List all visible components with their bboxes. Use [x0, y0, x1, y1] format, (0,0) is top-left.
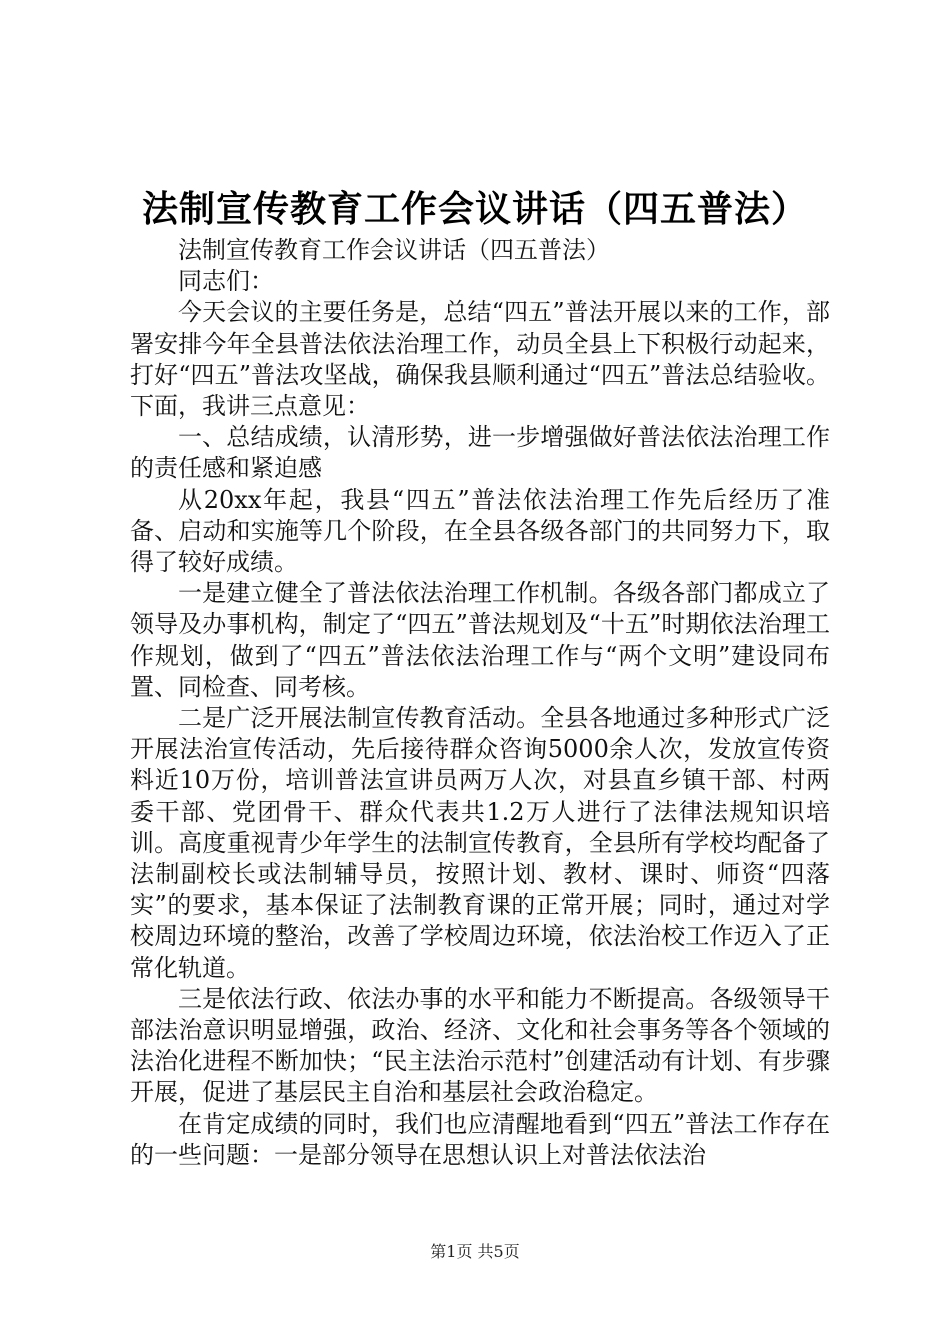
section-heading-1: 一、总结成绩，认清形势，进一步增强做好普法依法治理工作的责任感和紧迫感	[130, 423, 830, 483]
subtitle-paragraph: 法制宣传教育工作会议讲话（四五普法）	[178, 236, 610, 264]
salutation-paragraph: 同志们：	[178, 267, 274, 296]
body-paragraph: 三是依法行政、依法办事的水平和能力不断提高。各级领导干部法治意识明显增强，政治、经济、文化和社会事务等各个领域的法治化进程不断加快；“民主法治示范村”创建活动有计划、有步骤开展，促进了基层民主自治和基层社会政治稳定。	[130, 984, 830, 1107]
intro-paragraph: 今天会议的主要任务是，总结“四五”普法开展以来的工作，部署安排今年全县普法依法治理工作，动员全县上下积极行动起来，打好“四五”普法攻坚战，确保我县顺利通过“四五”普法总结验收。下面，我讲三点意见：	[130, 298, 830, 421]
body-paragraph: 二是广泛开展法制宣传教育活动。全县各地通过多种形式广泛开展法治宣传活动，先后接待群众咨询5000余人次，发放宣传资料近10万份，培训普法宣讲员两万人次，对县直乡镇干部、村两委干部、党团骨干、群众代表共1.2万人进行了法律法规知识培训。高度重视青少年学生的法制宣传教育，全县所有学校均配备了法制副校长或法制辅导员，按照计划、教材、课时、师资“四落实”的要求，基本保证了法制教育课的正常开展；同时，通过对学校周边环境的整治，改善了学校周边环境，依法治校工作迈入了正常化轨道。	[130, 704, 830, 982]
body-paragraph: 从20xx年起，我县“四五”普法依法治理工作先后经历了准备、启动和实施等几个阶段，在全县各级各部门的共同努力下，取得了较好成绩。	[130, 485, 830, 577]
document-title: 法制宣传教育工作会议讲话（四五普法）	[141, 188, 808, 230]
page-number-footer: 第1页 共5页	[430, 1242, 520, 1261]
body-paragraph: 一是建立健全了普法依法治理工作机制。各级各部门都成立了领导及办事机构，制定了“四五”普法规划及“十五”时期依法治理工作规划，做到了“四五”普法依法治理工作与“两个文明”建设同布置、同检查、同考核。	[130, 579, 830, 701]
document-body	[130, 235, 830, 1171]
body-paragraph: 在肯定成绩的同时，我们也应清醒地看到“四五”普法工作存在的一些问题：一是部分领导在思想认识上对普法依法治	[130, 1109, 830, 1169]
